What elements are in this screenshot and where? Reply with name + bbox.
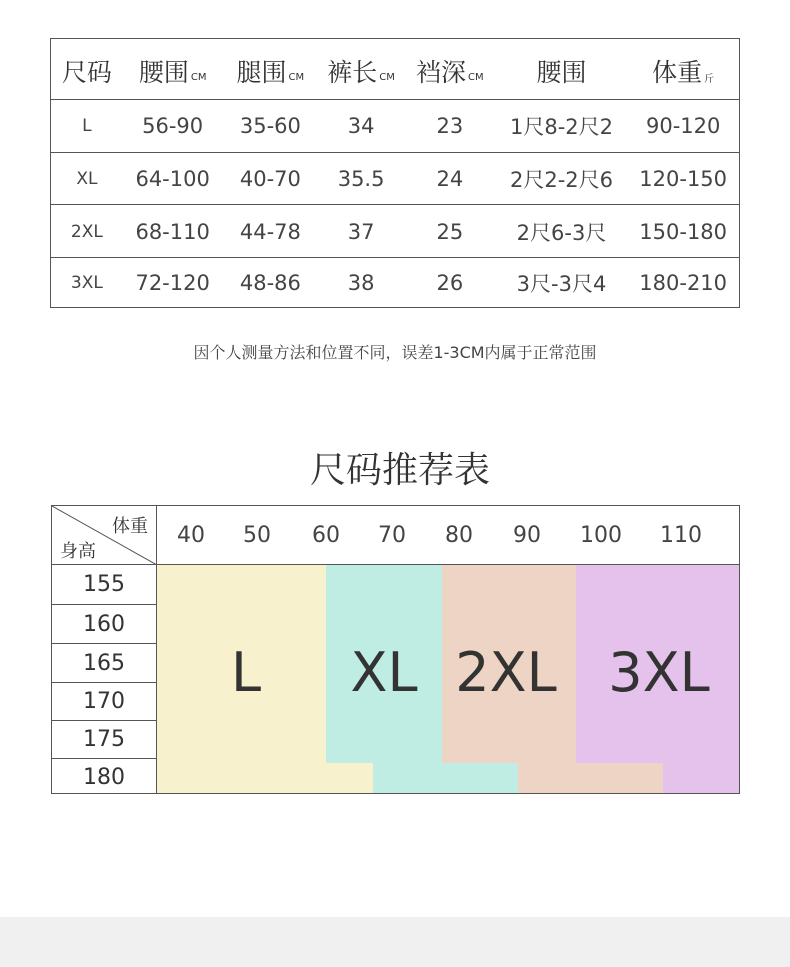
value-cell: 40-70 bbox=[239, 167, 301, 191]
value-cell: 44-78 bbox=[239, 219, 301, 244]
size-zone-2xl bbox=[518, 763, 663, 794]
value-cell: 68-110 bbox=[135, 219, 210, 244]
weight-tick: 100 bbox=[580, 523, 622, 548]
value-cell: 72-120 bbox=[135, 271, 210, 295]
value-cell: 37 bbox=[347, 219, 375, 244]
weight-tick: 110 bbox=[660, 523, 702, 548]
header-unit: 斤 bbox=[704, 73, 715, 85]
value-cell: 35.5 bbox=[337, 167, 385, 191]
value-cell: 180-210 bbox=[639, 271, 728, 295]
value-cell: 2尺2-2尺6 bbox=[510, 168, 614, 192]
height-tick: 155 bbox=[52, 565, 157, 605]
header-unit: CM bbox=[190, 71, 207, 83]
value-cell: 56-90 bbox=[142, 113, 204, 138]
size-zones bbox=[157, 565, 739, 794]
value-cell: 150-180 bbox=[639, 219, 728, 244]
height-tick: 175 bbox=[52, 721, 157, 759]
header-label: 腰围 bbox=[536, 58, 587, 87]
table-row bbox=[51, 204, 739, 258]
measurement-note: 因个人测量方法和位置不同，误差1-3CM内属于正常范围 bbox=[193, 343, 597, 362]
header-cell bbox=[627, 39, 739, 99]
corner-header-cell bbox=[52, 506, 157, 565]
size-cell: XL bbox=[76, 169, 98, 189]
header-label: 裤长 bbox=[327, 58, 378, 87]
height-tick: 165 bbox=[52, 644, 157, 683]
header-label: 体重 bbox=[652, 58, 703, 87]
weight-tick: 40 bbox=[177, 523, 205, 548]
header-cell bbox=[223, 39, 319, 99]
header-cell bbox=[51, 39, 123, 99]
value-cell: 35-60 bbox=[239, 113, 301, 138]
weight-axis bbox=[157, 506, 739, 565]
header-label: 腿围 bbox=[236, 58, 287, 87]
header-unit: CM bbox=[379, 71, 395, 83]
table-row bbox=[51, 257, 739, 308]
header-unit: CM bbox=[288, 71, 305, 83]
height-tick: 180 bbox=[52, 759, 157, 794]
size-recommend-chart bbox=[51, 505, 740, 794]
corner-height-label: 身高 bbox=[60, 541, 96, 562]
size-cell: 2XL bbox=[70, 221, 103, 242]
size-zone-label: XL bbox=[350, 641, 418, 704]
header-cell bbox=[318, 39, 404, 99]
value-cell: 23 bbox=[436, 113, 464, 138]
weight-tick: 80 bbox=[445, 523, 473, 548]
value-cell: 2尺6-3尺 bbox=[516, 220, 607, 245]
value-cell: 24 bbox=[436, 167, 464, 191]
value-cell: 26 bbox=[436, 271, 464, 295]
size-zone-l bbox=[157, 763, 373, 794]
footer-bar bbox=[0, 917, 790, 967]
header-unit: CM bbox=[468, 71, 484, 83]
size-zone-3xl bbox=[663, 763, 739, 794]
header-cell bbox=[123, 39, 223, 99]
size-cell: L bbox=[82, 115, 92, 136]
weight-tick: 90 bbox=[513, 523, 541, 548]
value-cell: 3尺-3尺4 bbox=[516, 272, 607, 296]
height-tick: 160 bbox=[52, 605, 157, 644]
value-cell: 90-120 bbox=[645, 113, 721, 138]
corner-weight-label: 体重 bbox=[112, 516, 148, 537]
size-zone-label: 2XL bbox=[455, 641, 557, 704]
weight-tick: 70 bbox=[378, 523, 406, 548]
size-zone-xl bbox=[373, 763, 518, 794]
height-axis bbox=[52, 565, 157, 794]
size-zone-label: 3XL bbox=[608, 641, 710, 704]
height-tick: 170 bbox=[52, 683, 157, 721]
header-cell bbox=[404, 39, 496, 99]
value-cell: 25 bbox=[436, 219, 464, 244]
value-cell: 64-100 bbox=[135, 167, 210, 191]
header-label: 裆深 bbox=[416, 58, 467, 87]
table-row bbox=[51, 152, 739, 205]
header-label: 腰围 bbox=[138, 58, 189, 87]
weight-tick: 60 bbox=[312, 523, 340, 548]
size-table bbox=[50, 38, 740, 308]
value-cell: 48-86 bbox=[239, 271, 301, 295]
size-table-header bbox=[51, 39, 739, 100]
weight-tick: 50 bbox=[243, 523, 271, 548]
value-cell: 120-150 bbox=[639, 167, 728, 191]
value-cell: 34 bbox=[347, 113, 375, 138]
size-cell: 3XL bbox=[70, 273, 103, 293]
value-cell: 38 bbox=[347, 271, 375, 295]
size-zone-label: L bbox=[230, 641, 262, 704]
value-cell: 1尺8-2尺2 bbox=[510, 114, 614, 139]
header-label: 尺码 bbox=[61, 58, 112, 87]
recommend-title: 尺码推荐表 bbox=[309, 450, 490, 491]
header-cell bbox=[496, 39, 628, 99]
table-row bbox=[51, 99, 739, 152]
